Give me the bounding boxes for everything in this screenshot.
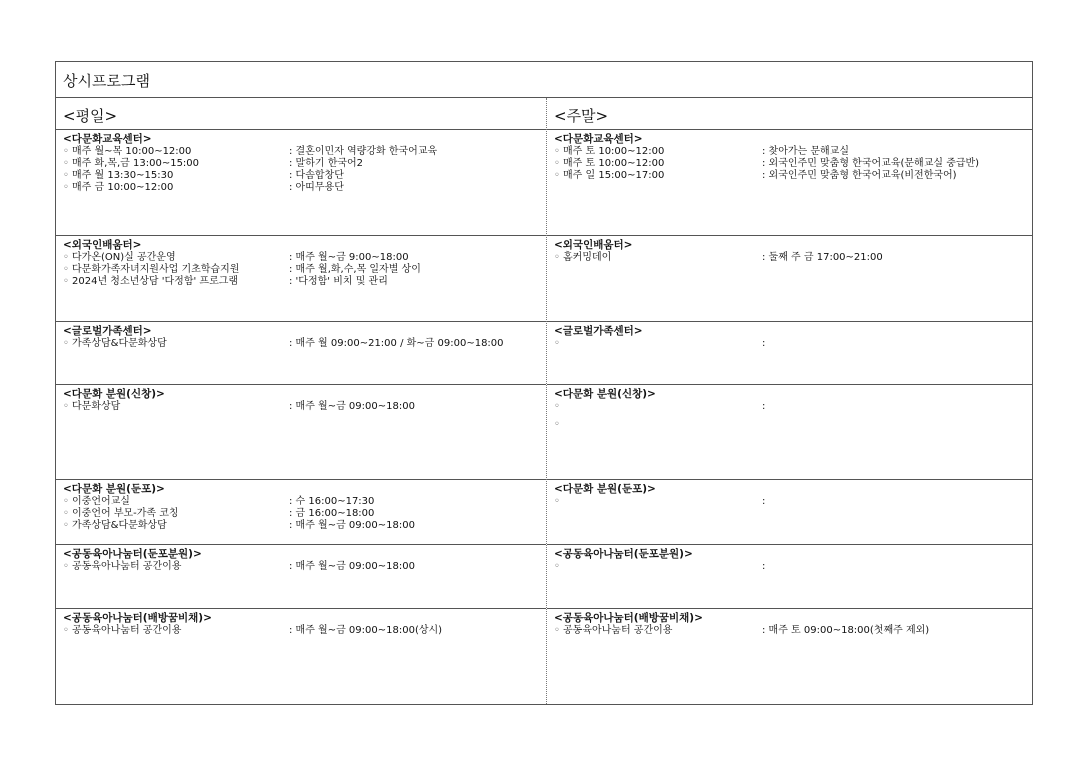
weekend-section — [547, 385, 1032, 480]
weekday-section — [56, 480, 546, 545]
list-item — [63, 496, 546, 508]
bullet-icon: ◦ — [554, 170, 560, 181]
bullet-icon: ◦ — [63, 158, 69, 169]
bullet-icon: ◦ — [554, 496, 560, 507]
item-name: 공동육아나눔터 공간이용 — [72, 625, 182, 636]
item-name: 매주 화,목,금 13:00~15:00 — [72, 158, 200, 169]
item-schedule: : 결혼이민자 역량강화 한국어교육 — [289, 146, 438, 157]
list-item — [554, 146, 1032, 158]
item-schedule: : — [762, 496, 766, 507]
item-schedule: : 외국인주민 맞춤형 한국어교육(문해교실 중급반) — [762, 158, 980, 169]
item-name: 매주 금 10:00~12:00 — [72, 182, 174, 193]
list-item — [63, 170, 546, 182]
list-item — [554, 625, 1032, 637]
weekend-section — [547, 236, 1032, 322]
bullet-icon: ◦ — [63, 170, 69, 181]
item-schedule: : 매주 월~금 9:00~18:00 — [289, 252, 409, 263]
list-item — [63, 401, 546, 413]
list-item — [554, 158, 1032, 170]
list-item — [554, 338, 1032, 350]
item-name: 매주 월~목 10:00~12:00 — [72, 146, 192, 157]
section-title: <공동육아나눔터(배방꿈비채)> — [554, 612, 703, 624]
item-schedule: : 아띠무용단 — [289, 182, 344, 193]
item-schedule: : — [762, 561, 766, 572]
list-item — [554, 419, 1032, 431]
bullet-icon: ◦ — [63, 496, 69, 507]
weekday-section — [56, 130, 546, 236]
weekday-section — [56, 545, 546, 609]
program-table — [55, 61, 1033, 705]
item-name: 이중언어교실 — [72, 496, 130, 507]
bullet-icon: ◦ — [554, 419, 560, 430]
item-name: 가족상담&다문화상담 — [72, 338, 167, 349]
item-schedule: : 매주 월,화,수,목 일자별 상이 — [289, 264, 421, 275]
item-name: 매주 토 10:00~12:00 — [563, 146, 665, 157]
bullet-icon: ◦ — [554, 401, 560, 412]
section-title: <외국인배움터> — [554, 239, 633, 251]
item-name: 공동육아나눔터 공간이용 — [72, 561, 182, 572]
page-title: 상시프로그램 — [63, 72, 150, 90]
item-schedule: : 매주 토 09:00~18:00(첫째주 제외) — [762, 625, 930, 636]
bullet-icon: ◦ — [554, 561, 560, 572]
list-item — [63, 182, 546, 194]
weekday-header: <평일> — [63, 107, 118, 125]
bullet-icon: ◦ — [63, 338, 69, 349]
item-schedule: : 매주 월~금 09:00~18:00(상시) — [289, 625, 443, 636]
weekend-section — [547, 322, 1032, 385]
section-title: <다문화 분원(둔포)> — [554, 483, 656, 495]
item-name: 가족상담&다문화상담 — [72, 520, 167, 531]
item-schedule: : 다솜합창단 — [289, 170, 344, 181]
section-title: <다문화 분원(둔포)> — [63, 483, 165, 495]
bullet-icon: ◦ — [63, 625, 69, 636]
bullet-icon: ◦ — [554, 625, 560, 636]
section-title: <공동육아나눔터(둔포분원)> — [554, 548, 693, 560]
list-item — [63, 625, 546, 637]
list-item — [63, 520, 546, 532]
item-schedule: : 금 16:00~18:00 — [289, 508, 375, 519]
bullet-icon: ◦ — [63, 401, 69, 412]
section-title: <글로벌가족센터> — [63, 325, 152, 337]
weekday-section — [56, 322, 546, 385]
bullet-icon: ◦ — [554, 158, 560, 169]
list-item — [63, 158, 546, 170]
item-schedule: : 매주 월~금 09:00~18:00 — [289, 401, 415, 412]
title-row — [56, 62, 1032, 98]
weekend-column — [547, 98, 1032, 704]
item-schedule: : 둘째 주 금 17:00~21:00 — [762, 252, 883, 263]
weekday-section — [56, 609, 546, 704]
bullet-icon: ◦ — [63, 146, 69, 157]
section-title: <공동육아나눔터(배방꿈비채)> — [63, 612, 212, 624]
section-title: <외국인배움터> — [63, 239, 142, 251]
bullet-icon: ◦ — [554, 338, 560, 349]
weekend-header: <주말> — [554, 107, 609, 125]
bullet-icon: ◦ — [63, 252, 69, 263]
weekend-header-cell — [547, 98, 1032, 130]
section-title: <다문화교육센터> — [63, 133, 152, 145]
bullet-icon: ◦ — [63, 182, 69, 193]
section-title: <글로벌가족센터> — [554, 325, 643, 337]
list-item — [63, 338, 546, 350]
item-schedule: : 매주 월~금 09:00~18:00 — [289, 561, 415, 572]
list-item — [554, 401, 1032, 413]
weekday-column — [56, 98, 547, 704]
weekday-header-cell — [56, 98, 546, 130]
bullet-icon: ◦ — [63, 264, 69, 275]
item-name: 2024년 청소년상담 '다정함' 프로그램 — [72, 276, 239, 287]
weekend-section — [547, 480, 1032, 545]
item-name: 매주 토 10:00~12:00 — [563, 158, 665, 169]
list-item — [554, 496, 1032, 508]
item-schedule: : 외국인주민 맞춤형 한국어교육(비전한국어) — [762, 170, 957, 181]
item-name: 매주 월 13:30~15:30 — [72, 170, 174, 181]
list-item — [554, 170, 1032, 182]
bullet-icon: ◦ — [63, 561, 69, 572]
item-name: 공동육아나눔터 공간이용 — [563, 625, 673, 636]
list-item — [63, 264, 546, 276]
item-name: 매주 일 15:00~17:00 — [563, 170, 665, 181]
weekday-section — [56, 236, 546, 322]
section-title: <다문화교육센터> — [554, 133, 643, 145]
weekend-section — [547, 130, 1032, 236]
bullet-icon: ◦ — [554, 252, 560, 263]
list-item — [63, 561, 546, 573]
list-item — [63, 146, 546, 158]
item-name: 이중언어 부모-가족 코칭 — [72, 508, 179, 519]
list-item — [554, 561, 1032, 573]
item-schedule: : 매주 월 09:00~21:00 / 화~금 09:00~18:00 — [289, 338, 504, 349]
weekend-section — [547, 609, 1032, 704]
item-name: 다문화가족자녀지원사업 기초학습지원 — [72, 264, 240, 275]
list-item — [63, 252, 546, 264]
item-name: 홈커밍데이 — [563, 252, 612, 263]
item-schedule: : 찾아가는 문해교실 — [762, 146, 850, 157]
bullet-icon: ◦ — [63, 276, 69, 287]
bullet-icon: ◦ — [554, 146, 560, 157]
section-title: <다문화 분원(신창)> — [63, 388, 165, 400]
item-name: 다문화상담 — [72, 401, 121, 412]
item-schedule: : '다정함' 비치 및 관리 — [289, 276, 388, 287]
weekend-section — [547, 545, 1032, 609]
item-schedule: : — [762, 401, 766, 412]
bullet-icon: ◦ — [63, 520, 69, 531]
section-title: <공동육아나눔터(둔포분원)> — [63, 548, 202, 560]
item-schedule: : — [762, 338, 766, 349]
weekday-section — [56, 385, 546, 480]
list-item — [554, 252, 1032, 264]
list-item — [63, 508, 546, 520]
list-item — [63, 276, 546, 288]
item-schedule: : 매주 월~금 09:00~18:00 — [289, 520, 415, 531]
item-schedule: : 수 16:00~17:30 — [289, 496, 375, 507]
section-title: <다문화 분원(신창)> — [554, 388, 656, 400]
item-schedule: : 말하기 한국어2 — [289, 158, 364, 169]
bullet-icon: ◦ — [63, 508, 69, 519]
item-name: 다가온(ON)실 공간운영 — [72, 252, 176, 263]
